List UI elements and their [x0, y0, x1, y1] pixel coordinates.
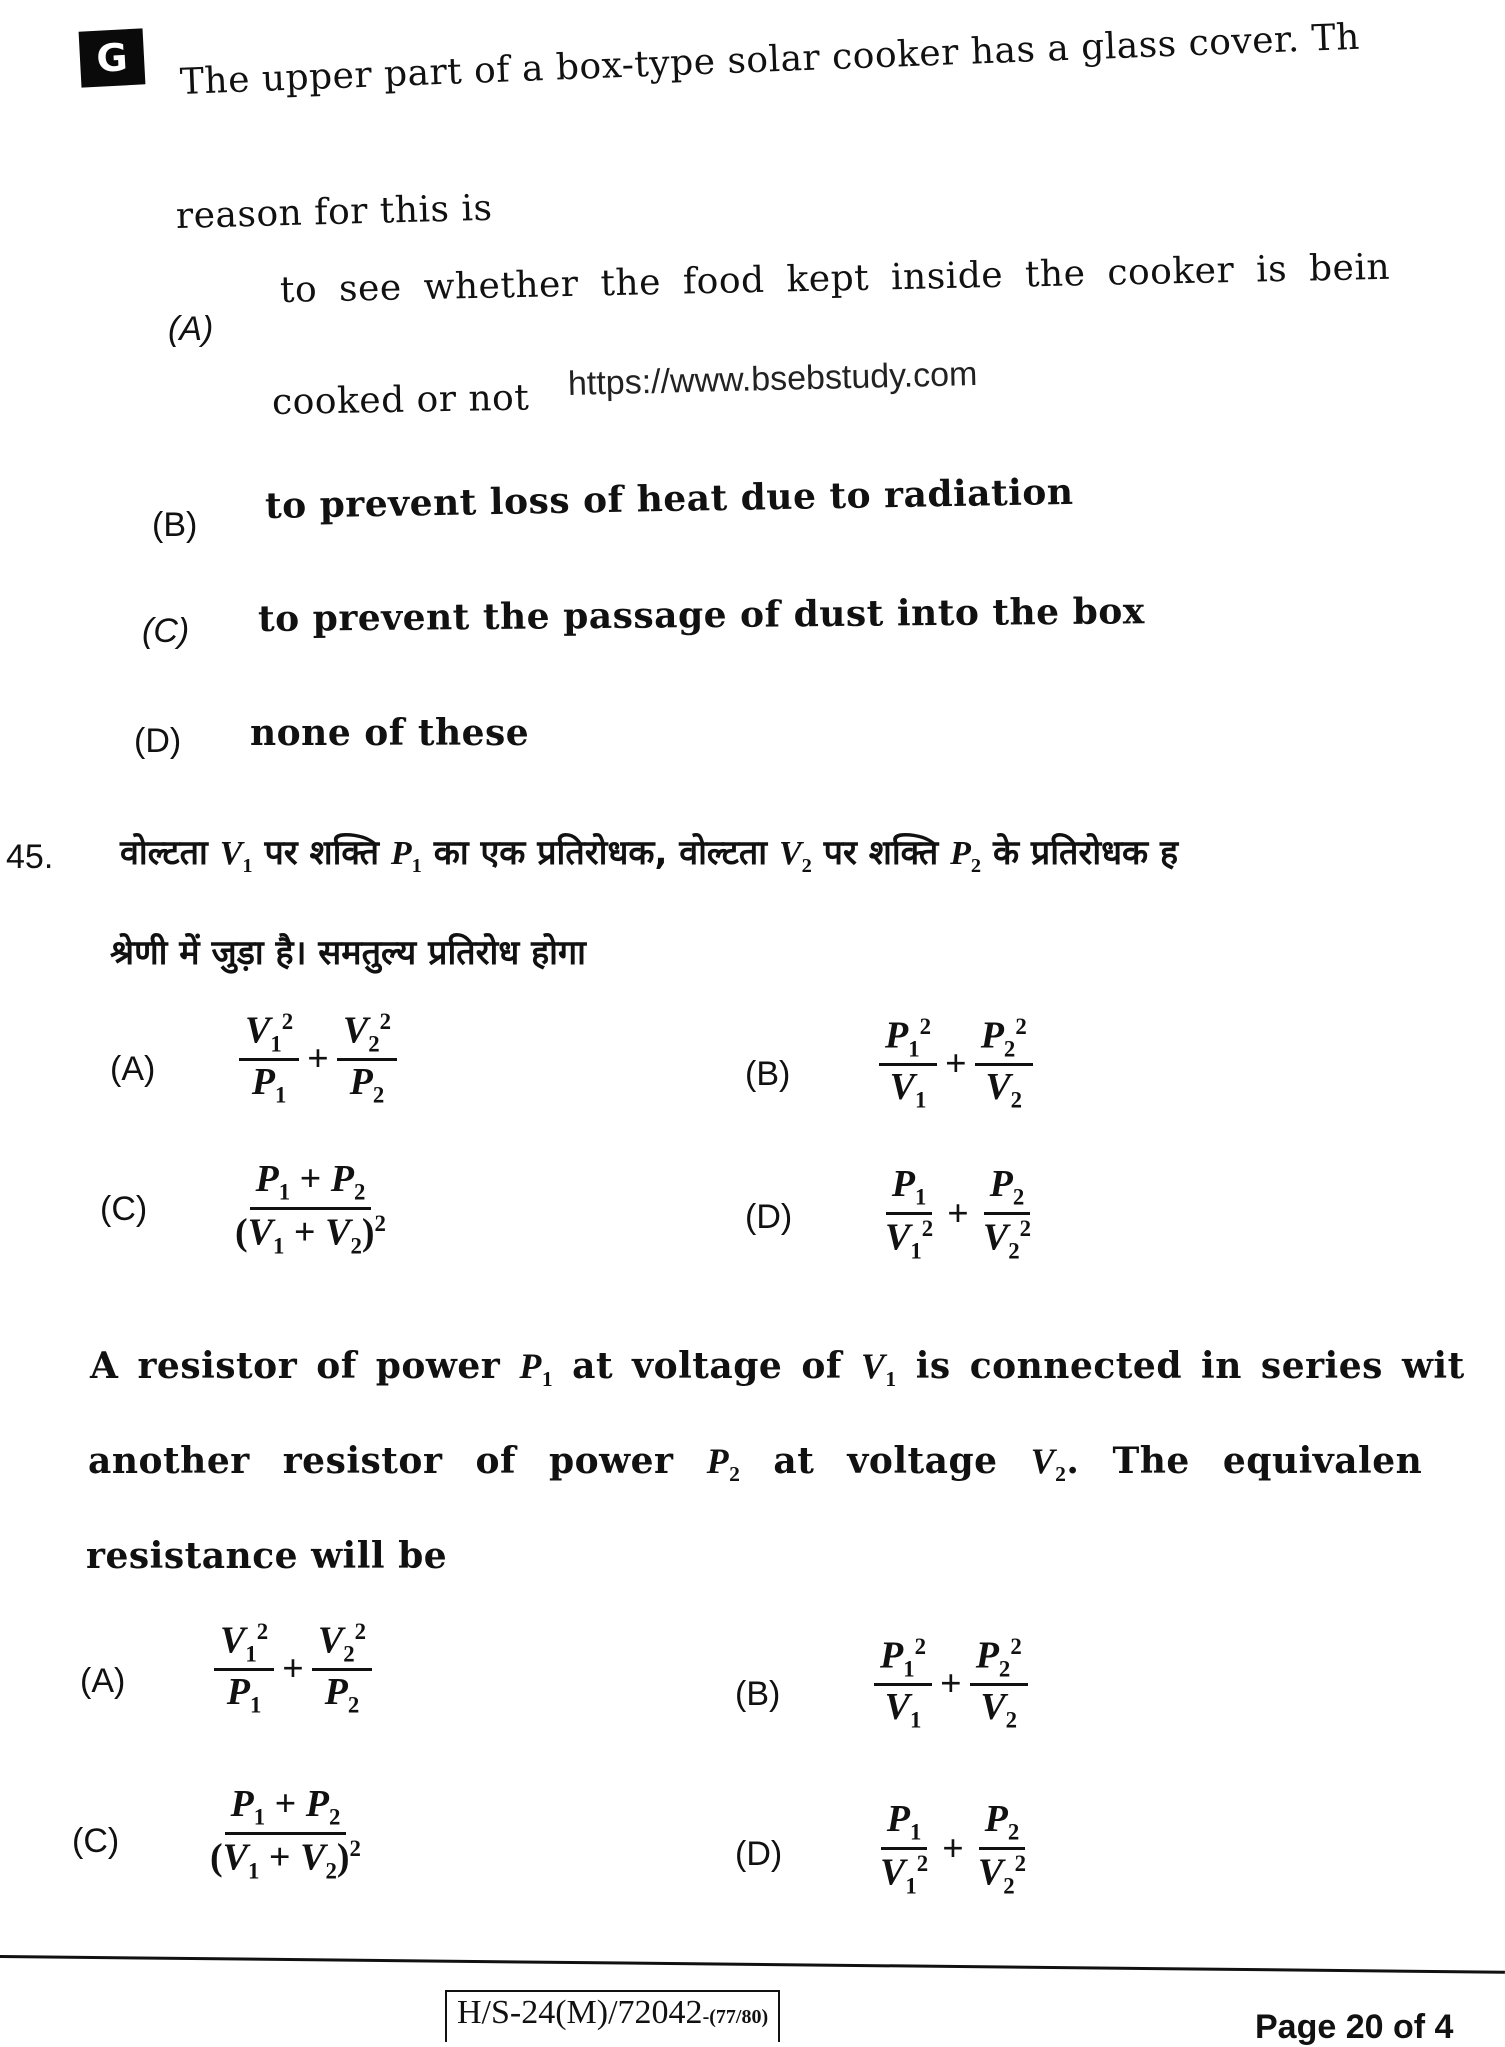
option-label: (B) — [745, 1055, 791, 1093]
watermark-url: https://www.bsebstudy.com — [567, 355, 978, 403]
option-text: to see whether the food kept inside the cooker is bein — [279, 246, 1391, 311]
option-label: (C) — [72, 1822, 120, 1860]
formula-d: $\frac{P_1}{V_1^2}$ + $\frac{P_2}{V_2^2}$ — [880, 1798, 1026, 1898]
option-label: (A) — [80, 1662, 126, 1700]
option-label: (C) — [142, 612, 190, 650]
formula-a: $\frac{V_1^2}{P_1}$ + $\frac{V_2^2}{P_2}$ — [210, 1620, 376, 1718]
formula-b: $\frac{P_1^2}{V_1}$ + $\frac{P_2^2}{V_2}$ — [870, 1635, 1032, 1733]
q44-stem-line1: The upper part of a box-type solar cooker has a glass cover. Th — [179, 16, 1361, 103]
q45-hindi-line1 — [120, 828, 1178, 878]
formula-a: $\frac{V_1^2}{P_1}$ + $\frac{V_2^2}{P_2}$ — [235, 1010, 401, 1108]
option-label: (B) — [735, 1675, 781, 1713]
q45-english-line3: resistance will be — [86, 1535, 448, 1577]
q45-english-line1: A resistor of power $P_1$ at voltage of $V_1$ is connected in series wit — [90, 1345, 1465, 1392]
option-text-cont: cooked or not — [271, 377, 530, 423]
option-label: (B) — [152, 506, 198, 544]
option-label: (A) — [168, 310, 214, 348]
hindi-text: के प्रतिरोधक ह — [992, 833, 1179, 873]
q44-stem-line2: reason for this is — [175, 187, 493, 237]
var-v2: $V_2$ — [778, 835, 812, 877]
var-p1: $P_1$ — [390, 835, 422, 877]
paper-code-box — [445, 1990, 780, 2042]
formula-b: $\frac{P_1^2}{V_1}$ + $\frac{P_2^2}{V_2}$ — [875, 1015, 1037, 1113]
option-label: (D) — [745, 1198, 793, 1236]
formula-c: $\frac{P_1 + P_2}{(V_1 + V_2)^2}$ — [210, 1783, 361, 1883]
page-indicator: Page 20 of 4 — [1255, 2008, 1454, 2046]
q45-hindi-line2: श्रेणी में जुड़ा है। समतुल्य प्रतिरोध होगा — [110, 933, 586, 973]
hindi-text: का एक प्रतिरोधक, वोल्टता — [433, 833, 768, 873]
option-label: (D) — [735, 1835, 783, 1873]
option-text: to prevent loss of heat due to radiation — [264, 470, 1074, 527]
hindi-text: पर शक्ति — [823, 833, 939, 873]
option-label: (C) — [100, 1190, 148, 1228]
hindi-text: पर शक्ति — [264, 833, 380, 873]
formula-c: $\frac{P_1 + P_2}{(V_1 + V_2)^2}$ — [235, 1158, 386, 1258]
hindi-text: वोल्टता — [120, 833, 208, 873]
formula-d: $\frac{P_1}{V_1^2}$ + $\frac{P_2}{V_2^2}$ — [885, 1163, 1031, 1263]
option-label: (D) — [134, 722, 182, 760]
option-text: none of these — [250, 712, 530, 754]
paper-code-suffix: -(77/80) — [702, 2006, 769, 2028]
option-label: (A) — [110, 1050, 156, 1088]
option-text: to prevent the passage of dust into the box — [257, 590, 1145, 640]
question-number: 45. — [6, 838, 54, 876]
var-v1: $V_1$ — [219, 835, 253, 877]
paper-code: H/S-24(M)/72042 — [457, 1994, 703, 2031]
footer-divider — [0, 1955, 1505, 1974]
set-badge: G — [79, 28, 146, 87]
q45-english-line2: another resistor of power $P_2$ at voltage $V_2$. The equivalen — [88, 1440, 1423, 1487]
var-p2: $P_2$ — [950, 835, 982, 877]
